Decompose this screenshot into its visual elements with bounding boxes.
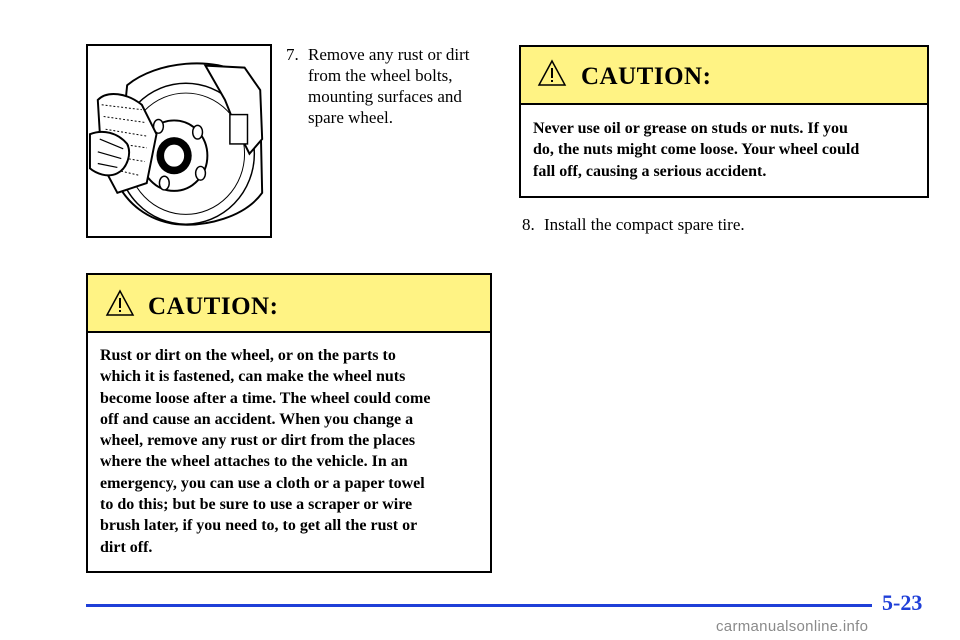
warning-triangle-icon (537, 59, 567, 87)
step-number: 8. (522, 215, 535, 234)
wheel-hub-drawing (88, 46, 270, 236)
step-number: 7. (286, 45, 299, 64)
caution-line: brush later, if you need to, to get all the rust or (100, 517, 418, 535)
caution-header (88, 275, 490, 333)
caution-line: Never use oil or grease on studs or nuts. If you (533, 120, 848, 137)
step-text: Remove any rust or dirt from the wheel bolts, mounting surfaces and spare wheel. (308, 45, 470, 127)
caution-line: to do this; but be sure to use a scraper or wire (100, 496, 413, 514)
caution-title: CAUTION: (148, 293, 279, 320)
caution-title: CAUTION: (581, 63, 712, 90)
caution-header (521, 47, 927, 105)
step-text: Install the compact spare tire. (544, 215, 745, 234)
caution-body (88, 333, 490, 558)
caution-line: which it is fastened, can make the wheel nuts (100, 368, 406, 386)
watermark: carmanualsonline.info (716, 618, 869, 635)
caution-line: become loose after a time. The wheel could come (100, 389, 431, 407)
caution-line: off and cause an accident. When you change a (100, 410, 414, 428)
caution-box-rust (86, 273, 492, 573)
wheel-hub-illustration (86, 44, 272, 238)
page-number: 5-23 (882, 590, 923, 615)
caution-box-oil (519, 45, 929, 198)
caution-line: where the wheel attaches to the vehicle. In an (100, 453, 408, 471)
caution-line: emergency, you can use a cloth or a paper towel (100, 474, 425, 492)
caution-body (521, 105, 927, 182)
caution-line: fall off, causing a serious accident. (533, 162, 767, 180)
caution-line: dirt off. (100, 538, 153, 556)
footer-rule (86, 604, 872, 607)
caution-line: Rust or dirt on the wheel, or on the parts to (100, 347, 396, 364)
caution-line: wheel, remove any rust or dirt from the places (100, 432, 416, 450)
caution-line: do, the nuts might come loose. Your wheel could (533, 141, 860, 159)
warning-triangle-icon (105, 289, 135, 317)
